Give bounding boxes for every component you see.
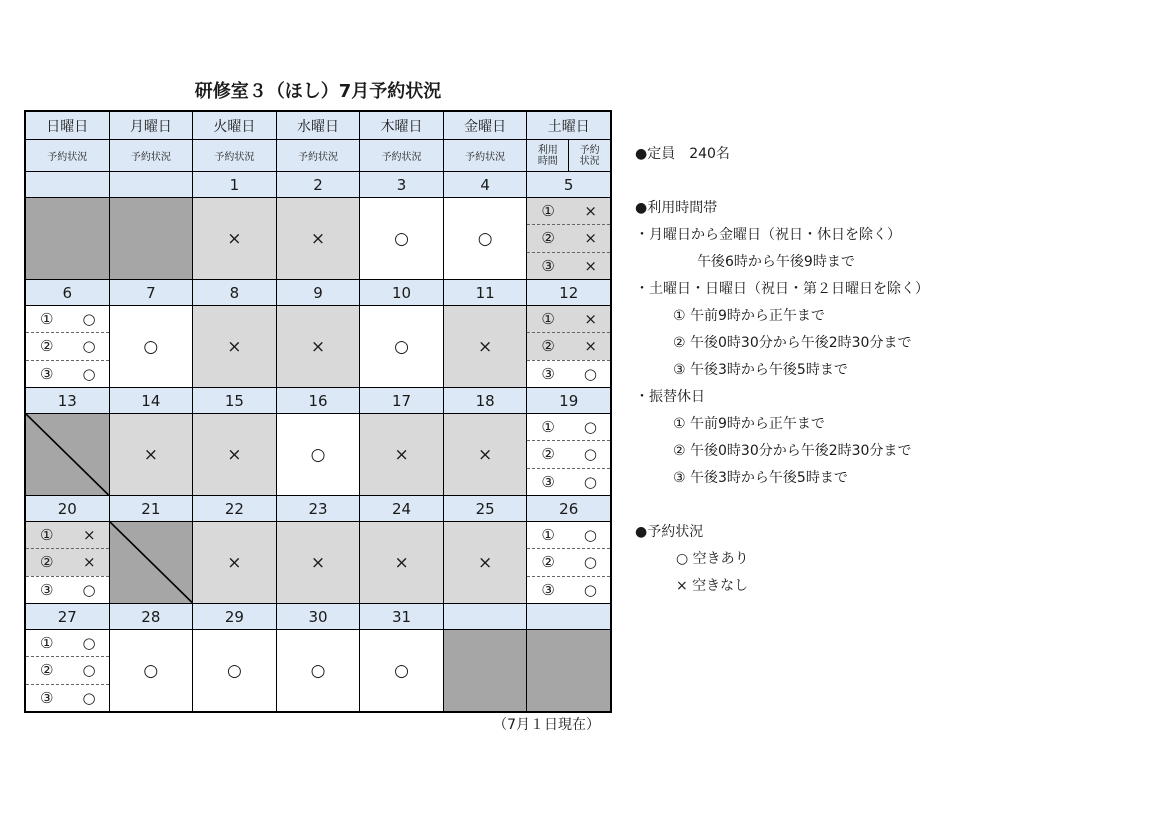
date-cell: 28 [110,604,193,629]
time-slot-row [26,306,109,332]
weekday-header: 木曜日 [360,112,443,139]
time-slot-row [26,656,109,683]
slot-number: ② [40,337,54,356]
slot-cell [26,522,109,603]
slot-number: ③ [541,364,555,383]
date-cell: 29 [193,604,276,629]
as-of-note: （7月１日現在） [493,717,600,733]
time-slot-row [527,522,610,548]
time-slot-row [26,522,109,548]
full-mark: × [584,256,597,275]
weekday-hours-label: ・月曜日から金曜日（祝日・休日を除く） [635,227,901,243]
status-cell: × [360,414,443,495]
time-slot-row [527,198,610,224]
date-cell: 30 [277,604,360,629]
closed-cell [110,522,193,603]
time-slot-row [527,414,610,440]
diagonal-strike [26,414,109,495]
time-slot-row [527,332,610,359]
status-cell: × [277,198,360,279]
slot-number: ③ [541,580,555,599]
available-mark: ○ [583,580,597,599]
slot-cell [527,306,610,387]
status-cell: × [193,306,276,387]
substitute-slot-2: ② 午後0時30分から午後2時30分まで [673,443,912,459]
slot-number: ① [541,526,555,545]
slot-number: ③ [541,472,555,491]
available-mark: ○ [583,364,597,383]
legend-heading: ●予約状況 [635,524,704,540]
date-cell: 5 [527,172,610,197]
time-slot-row [26,548,109,575]
slot-cell [26,306,109,387]
slot-number: ③ [40,580,54,599]
hours-heading: ●利用時間帯 [635,200,718,216]
slot-number: ① [40,310,54,329]
time-slot-row [527,468,610,495]
status-subheader: 予約状況 [360,140,443,171]
date-cell: 25 [444,496,527,521]
date-cell: 13 [26,388,109,413]
time-slot-row [26,684,109,711]
status-cell: ○ [110,630,193,711]
slot-number: ③ [541,256,555,275]
date-cell [110,172,193,197]
slot-number: ② [40,553,54,572]
capacity: ●定員 240名 [635,146,730,162]
status-subheader: 予約状況 [579,144,600,167]
full-mark: × [584,310,597,329]
date-cell: 9 [277,280,360,305]
status-cell: × [110,414,193,495]
slot-number: ① [541,202,555,221]
weekend-slot-2: ② 午後0時30分から午後2時30分まで [673,335,912,351]
status-subheader: 予約状況 [444,140,527,171]
available-mark: ○ [583,553,597,572]
diagonal-line [26,414,109,495]
date-cell: 19 [527,388,610,413]
status-cell: ○ [193,630,276,711]
status-cell: × [193,198,276,279]
date-cell: 16 [277,388,360,413]
closed-cell [26,414,109,495]
time-slot-row [527,576,610,603]
date-cell: 23 [277,496,360,521]
status-subheader: 予約状況 [26,140,109,171]
substitute-slot-1: ① 午前9時から正午まで [673,416,825,432]
weekday-header: 土曜日 [527,112,610,139]
status-cell: × [444,414,527,495]
date-cell: 6 [26,280,109,305]
status-cell: ○ [277,414,360,495]
status-subheader: 予約状況 [277,140,360,171]
time-slot-row [26,630,109,656]
status-subheader: 予約状況 [193,140,276,171]
available-mark: ○ [82,580,96,599]
date-cell: 26 [527,496,610,521]
date-cell: 22 [193,496,276,521]
date-cell: 12 [527,280,610,305]
diagonal-line [110,522,193,603]
available-mark: ○ [82,634,96,653]
weekday-header: 月曜日 [110,112,193,139]
info-panel [635,141,1135,600]
date-cell: 24 [360,496,443,521]
available-mark: ○ [583,472,597,491]
slot-number: ① [541,310,555,329]
legend-available: ○ 空きあり [676,551,749,567]
time-slot-row [527,252,610,279]
slot-number: ② [541,445,555,464]
full-mark: × [584,202,597,221]
closed-cell [110,198,193,279]
status-cell: ○ [360,630,443,711]
slot-number: ③ [40,364,54,383]
page-title: 研修室３（ほし）7月予約状況 [194,81,442,102]
date-cell: 18 [444,388,527,413]
time-slot-row [527,306,610,332]
full-mark: × [82,553,96,572]
legend-full: × 空きなし [676,578,749,594]
date-cell: 17 [360,388,443,413]
date-cell: 4 [444,172,527,197]
time-slot-row [527,360,610,387]
slot-number: ② [541,553,555,572]
full-mark: × [584,337,597,356]
status-cell: ○ [110,306,193,387]
time-slot-row [527,440,610,467]
reservation-calendar [24,110,612,713]
status-cell: × [277,522,360,603]
available-mark: ○ [82,661,96,680]
status-cell: ○ [277,630,360,711]
time-slot-row [26,360,109,387]
slot-number: ② [40,661,54,680]
slot-number: ② [541,229,555,248]
status-cell: ○ [444,198,527,279]
available-mark: ○ [82,337,96,356]
weekend-hours-label: ・土曜日・日曜日（祝日・第２日曜日を除く） [635,281,929,297]
status-cell: × [193,522,276,603]
saturday-subheader [527,140,610,171]
time-subheader: 利用時間 [527,140,569,171]
slot-number: ① [40,634,54,653]
diagonal-strike [110,522,193,603]
status-cell: ○ [360,198,443,279]
slot-number: ② [541,337,555,356]
date-cell: 20 [26,496,109,521]
slot-number: ① [541,418,555,437]
slot-cell [527,522,610,603]
available-mark: ○ [583,526,597,545]
slot-cell [527,198,610,279]
closed-cell [26,198,109,279]
status-cell: ○ [360,306,443,387]
date-cell: 3 [360,172,443,197]
date-cell: 8 [193,280,276,305]
full-mark: × [584,229,597,248]
available-mark: ○ [82,364,96,383]
date-cell: 21 [110,496,193,521]
slot-number: ① [40,526,54,545]
time-slot-row [26,332,109,359]
date-cell: 1 [193,172,276,197]
status-cell: × [444,306,527,387]
date-cell: 10 [360,280,443,305]
available-mark: ○ [82,310,96,329]
date-cell [444,604,527,629]
status-cell: × [444,522,527,603]
date-cell [26,172,109,197]
date-cell: 31 [360,604,443,629]
full-mark: × [82,526,96,545]
weekday-header: 水曜日 [277,112,360,139]
time-slot-row [527,224,610,251]
available-mark: ○ [583,418,597,437]
available-mark: ○ [82,688,96,707]
weekday-hours-time: 午後6時から午後9時まで [697,254,855,270]
weekday-header: 日曜日 [26,112,109,139]
weekend-slot-1: ① 午前9時から正午まで [673,308,825,324]
date-cell: 27 [26,604,109,629]
status-cell: × [277,306,360,387]
weekday-header: 金曜日 [444,112,527,139]
date-cell: 11 [444,280,527,305]
substitute-holiday-label: ・振替休日 [635,389,705,405]
substitute-slot-3: ③ 午後3時から午後5時まで [673,470,848,486]
slot-cell [527,414,610,495]
closed-cell [527,630,610,711]
date-cell: 15 [193,388,276,413]
date-cell: 7 [110,280,193,305]
time-slot-row [26,576,109,603]
status-cell: × [193,414,276,495]
date-cell: 2 [277,172,360,197]
date-cell [527,604,610,629]
weekday-header: 火曜日 [193,112,276,139]
weekend-slot-3: ③ 午後3時から午後5時まで [673,362,848,378]
status-subheader: 予約状況 [110,140,193,171]
time-slot-row [527,548,610,575]
slot-cell [26,630,109,711]
closed-cell [444,630,527,711]
status-cell: × [360,522,443,603]
slot-number: ③ [40,688,54,707]
available-mark: ○ [583,445,597,464]
date-cell: 14 [110,388,193,413]
